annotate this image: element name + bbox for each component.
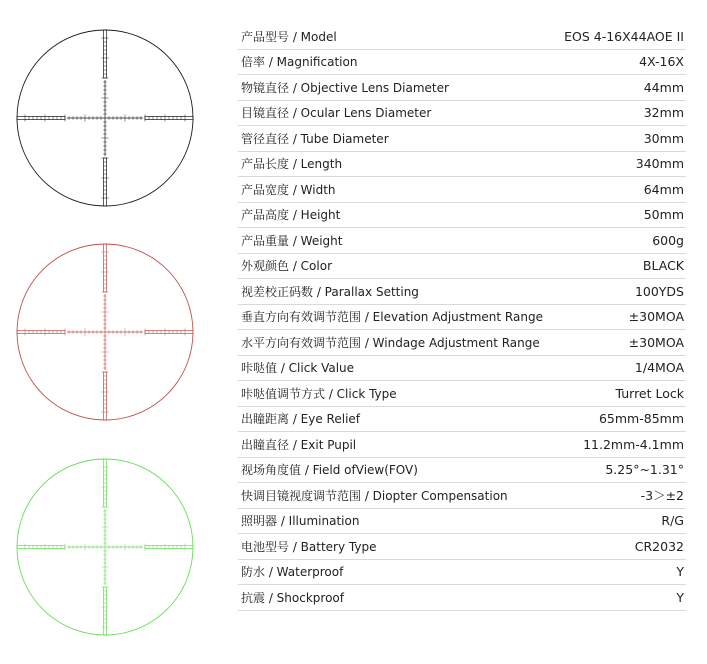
- spec-row: [238, 101, 686, 127]
- spec-label: 出瞳距离 / Eye Relief: [241, 412, 361, 427]
- spec-value: 4X-16X: [639, 54, 684, 70]
- spec-row: [238, 24, 686, 50]
- spec-value: Y: [676, 589, 684, 605]
- spec-value: 11.2mm-4.1mm: [583, 436, 684, 452]
- spec-value: 44mm: [643, 79, 684, 95]
- spec-row: [238, 203, 686, 229]
- reticle-green-icon: [14, 456, 196, 638]
- spec-value: Y: [676, 564, 684, 580]
- spec-value: ±30MOA: [628, 334, 684, 350]
- spec-row: [238, 356, 686, 382]
- spec-value: R/G: [661, 513, 684, 529]
- spec-row: [238, 330, 686, 356]
- reticle-panel: [0, 0, 215, 664]
- spec-row: [238, 509, 686, 535]
- spec-label: 产品重量 / Weight: [241, 233, 343, 248]
- spec-label: 出瞳直径 / Exit Pupil: [241, 437, 357, 452]
- spec-label: 外观颜色 / Color: [241, 259, 333, 274]
- spec-row: [238, 381, 686, 407]
- spec-label: 目镜直径 / Ocular Lens Diameter: [241, 106, 432, 121]
- spec-label: 产品长度 / Length: [241, 157, 343, 172]
- spec-value: 1/4MOA: [634, 360, 684, 376]
- reticle-red-icon: [14, 241, 196, 423]
- spec-row: [238, 407, 686, 433]
- spec-label: 快调目镜视度调节范围 / Diopter Compensation: [241, 488, 508, 503]
- spec-row: [238, 254, 686, 280]
- spec-label: 产品高度 / Height: [241, 208, 341, 223]
- spec-label: 防水 / Waterproof: [241, 565, 344, 580]
- spec-row: [238, 279, 686, 305]
- spec-label: 照明器 / Illumination: [241, 514, 360, 529]
- spec-label: 倍率 / Magnification: [241, 55, 358, 70]
- spec-row: [238, 483, 686, 509]
- spec-label: 视差校正码数 / Parallax Setting: [241, 284, 419, 299]
- spec-value: 65mm-85mm: [598, 411, 684, 427]
- spec-label: 咔哒值 / Click Value: [241, 361, 355, 376]
- spec-label: 抗震 / Shockproof: [241, 590, 344, 605]
- spec-label: 咔哒值调节方式 / Click Type: [241, 386, 397, 401]
- spec-row: [238, 534, 686, 560]
- spec-row: [238, 75, 686, 101]
- spec-row: [238, 50, 686, 76]
- spec-row: [238, 560, 686, 586]
- spec-row: [238, 126, 686, 152]
- spec-value: 600g: [652, 232, 684, 248]
- spec-label: 垂直方向有效调节范围 / Elevation Adjustment Range: [241, 310, 543, 325]
- spec-value: 64mm: [643, 181, 684, 197]
- reticle-black-icon: [14, 27, 196, 209]
- spec-value: 50mm: [643, 207, 684, 223]
- spec-value: EOS 4-16X44AOE II: [564, 28, 684, 44]
- spec-value: BLACK: [642, 258, 684, 274]
- spec-row: [238, 432, 686, 458]
- spec-value: Turret Lock: [615, 385, 684, 401]
- spec-value: 100YDS: [634, 283, 684, 299]
- spec-label: 电池型号 / Battery Type: [241, 539, 377, 554]
- spec-value: 30mm: [643, 130, 684, 146]
- spec-value: CR2032: [634, 538, 684, 554]
- spec-value: 340mm: [635, 156, 684, 172]
- spec-table: [238, 24, 686, 611]
- spec-label: 管径直径 / Tube Diameter: [241, 131, 389, 146]
- spec-value: ±30MOA: [628, 309, 684, 325]
- spec-value: 5.25°~1.31°: [605, 462, 684, 478]
- spec-row: [238, 585, 686, 611]
- spec-label: 产品型号 / Model: [241, 29, 337, 44]
- spec-label: 水平方向有效调节范围 / Windage Adjustment Range: [241, 335, 540, 350]
- spec-label: 产品宽度 / Width: [241, 182, 336, 197]
- spec-value: 32mm: [643, 105, 684, 121]
- spec-row: [238, 152, 686, 178]
- spec-label: 物镜直径 / Objective Lens Diameter: [241, 80, 449, 95]
- spec-row: [238, 228, 686, 254]
- spec-value: -3＞±2: [640, 488, 684, 504]
- spec-label: 视场角度值 / Field ofView(FOV): [241, 463, 418, 478]
- spec-row: [238, 458, 686, 484]
- spec-row: [238, 305, 686, 331]
- spec-row: [238, 177, 686, 203]
